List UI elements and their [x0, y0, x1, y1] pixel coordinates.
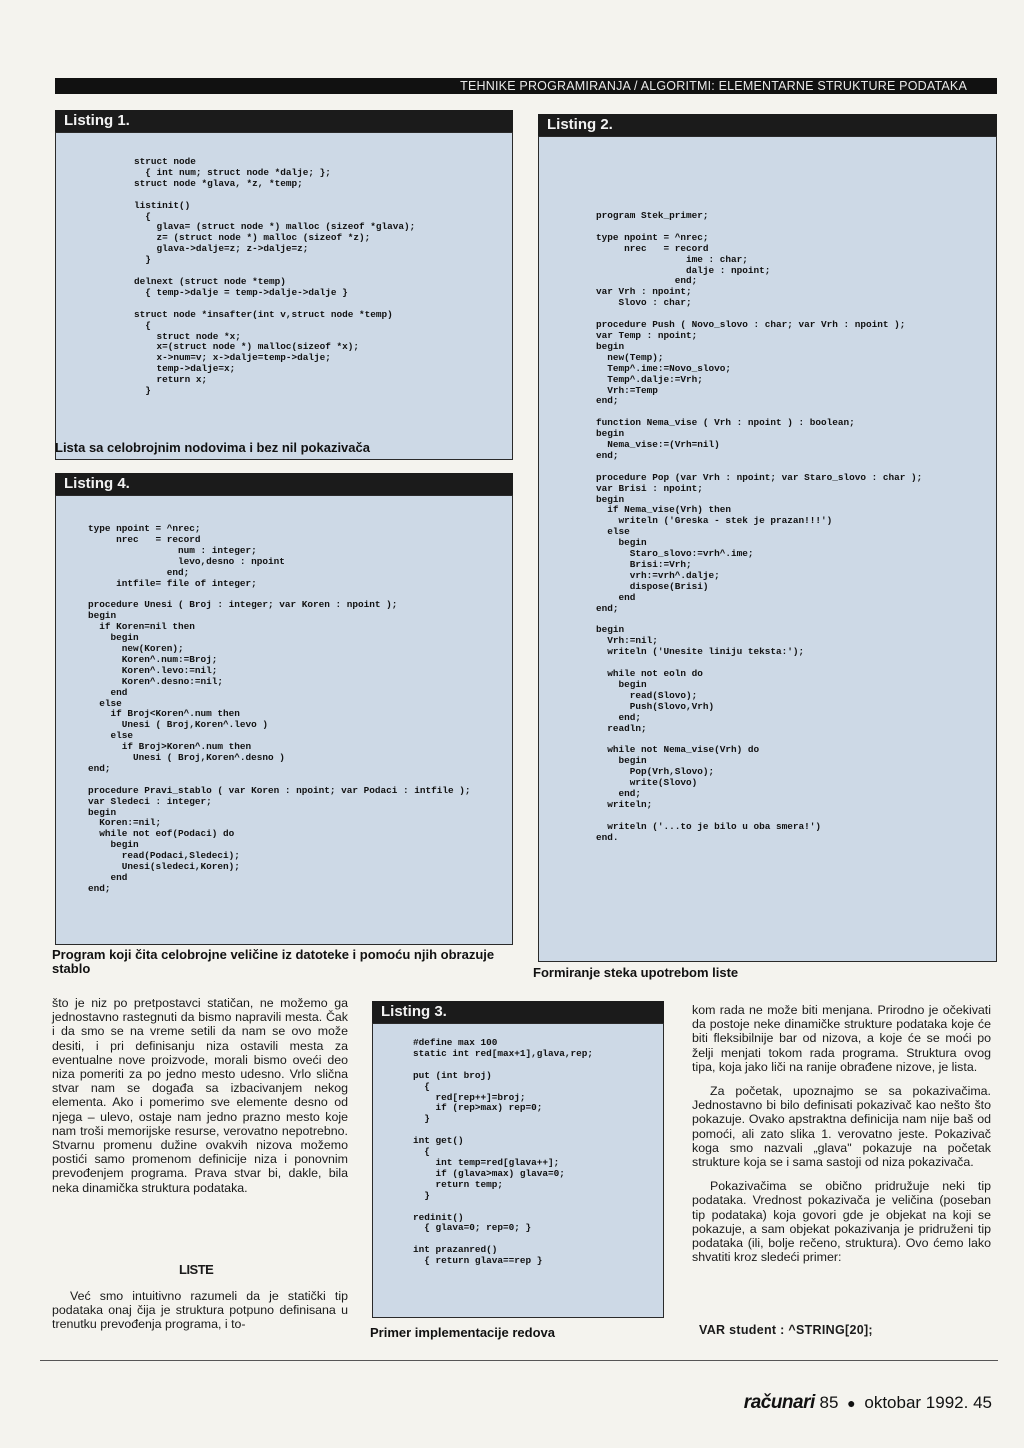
section-heading-liste: LISTE	[179, 1262, 214, 1277]
right-paragraph-1: kom rada ne može biti menjana. Prirodno je očekivati da postoje neke dinamičke strukture podataka koje će biti fleksibilnije bar od nizova, a koje će se moći po želji menjati tokom rada programa. Struktura ovog tipa, koja jako liči na ranije obrađene nizove, je lista.	[692, 1003, 991, 1074]
listing-2-caption: Formiranje steka upotrebom liste	[533, 965, 739, 980]
left-column-paragraph-1: što je niz po pretpostavci statičan, ne možemo ga jednostavno rastegnuti da bismo napravili mesta. Čak i da smo se na vreme setili da nam se ovo može desiti, i pri definisanju niza ostavili mesta za eventualne nove proizvode, morali bismo oveći deo niza pomeriti za po jedno mesto udesno. Vrlo slična stvar nam se događa sa izbacivanjem nekog elementa. Ako i pomerimo sve elemente desno od njega – ulevo, ostaje nam jedno prazno mesto koje nam troši memorijske resurse, verovatno nepotrebno. Stvarnu promenu dužine ovakvih nizova možemo postići samo promenom definicije niza i ponovnim prevođenjem programa. Prava stvar bi, dakle, bila neka dinamička struktura podataka.	[52, 996, 348, 1195]
code-example-line: VAR student : ^STRING[20];	[699, 1323, 873, 1337]
listing-1-code: struct node { int num; struct node *dalje; }; struct node *glava, *z, *temp; listinit() { glava= (struct node *) malloc (sizeof *glava); z= (struct node *) malloc (sizeof *z); glava->dalje=z; z->dalje=z; } delnext (struct node *temp) { temp->dalje = temp->dalje->dalje } struct node *insafter(int v,struct node *temp) { struct node *x; x=(struct node *) malloc(sizeof *x); x->num=v; x->dalje=temp->dalje; temp->dalje=x; return x; }	[134, 156, 416, 397]
listing-2-box	[538, 136, 997, 962]
right-paragraph-3: Pokazivačima se obično pridružuje neki tip podataka. Vrednost pokazivača je veličina (poseban tip podataka) koja govori gde je objekat na koji se pokazuje, a sam objekat pokazivanja je pridruženi tip podataka (ili, bolje rečeno, struktura). Ovo ćemo lako shvatiti kroz sledeći primer:	[692, 1179, 991, 1265]
page-footer	[744, 1392, 992, 1414]
listing-4-title: Listing 4.	[55, 473, 513, 495]
listing-1-title: Listing 1.	[55, 110, 513, 132]
listing-3-caption: Primer implementacije redova	[370, 1325, 555, 1340]
right-paragraph-2: Za početak, upoznajmo se sa pokazivačima. Jednostavno bi bilo definisati pokazivač kao nešto što pokazuje. Ovako apstraktna definicija nam nije baš od pomoći, ali zato slika 1. verovatno jeste. Pokazivač koga smo nazvali „glava" pokazuje na početak strukture koja se i sama sastoji od niza pokazivača.	[692, 1084, 991, 1170]
listing-4-code: type npoint = ^nrec; nrec = record num : integer; levo,desno : npoint end; intfile= file of integer; procedure Unesi ( Broj : integer; var Koren : npoint ); begin if Koren=nil then begin new(Koren); Koren^.num:=Broj; Koren^.levo:=nil; Koren^.desno:=nil; end else if Broj<Koren^.num then Unesi ( Broj,Koren^.levo ) else if Broj>Koren^.num then Unesi ( Broj,Koren^.desno ) end; procedure Pravi_stablo ( var Koren : npoint; var Podaci : intfile ); var Sledeci : integer; begin Koren:=nil; while not eof(Podaci) do begin read(Podaci,Sledeci); Unesi(sledeci,Koren); end end;	[88, 523, 471, 894]
listing-3-title: Listing 3.	[372, 1001, 664, 1023]
footer-divider	[40, 1360, 998, 1361]
listing-3-code: #define max 100 static int red[max+1],glava,rep; put (int broj) { red[rep++]=broj; if (rep>max) rep=0; } int get() { int temp=red[glava++]; if (glava>max) glava=0; return temp; } redinit() { glava=0; rep=0; } int prazanred() { return glava==rep }	[413, 1037, 594, 1267]
listing-2-code: program Stek_primer; type npoint = ^nrec; nrec = record ime : char; dalje : npoint; end; var Vrh : npoint; Slovo : char; procedure Push ( Novo_slovo : char; var Vrh : npoint ); var Temp : npoint; begin new(Temp); Temp^.ime:=Novo_slovo; Temp^.dalje:=Vrh; Vrh:=Temp end; function Nema_vise ( Vrh : npoint ) : boolean; begin Nema_vise:=(Vrh=nil) end; procedure Pop (var Vrh : npoint; var Staro_slovo : char ); var Brisi : npoint; begin if Nema_vise(Vrh) then writeln ('Greska - stek je prazan!!!') else begin Staro_slovo:=vrh^.ime; Brisi:=Vrh; vrh:=vrh^.dalje; dispose(Brisi) end end; begin Vrh:=nil; writeln ('Unesite liniju teksta:'); while not eoln do begin read(Slovo); Push(Slovo,Vrh) end; readln; while not Nema_vise(Vrh) do begin Pop(Vrh,Slovo); write(Slovo) end; writeln; writeln ('...to je bilo u oba smera!') end.	[596, 210, 923, 843]
bullet-separator: ●	[847, 1395, 856, 1411]
listing-2-title: Listing 2.	[538, 114, 997, 136]
magazine-logo: računari	[743, 1392, 815, 1413]
issue-number: 85	[819, 1393, 839, 1412]
issue-date: oktobar 1992.	[864, 1393, 969, 1412]
section-header: TEHNIKE PROGRAMIRANJA / ALGORITMI: ELEMENTARNE STRUKTURE PODATAKA	[55, 78, 997, 94]
listing-1-caption: Lista sa celobrojnim nodovima i bez nil pokazivača	[55, 440, 370, 455]
listing-4-box	[55, 495, 513, 945]
listing-3-box	[372, 1023, 664, 1318]
listing-4-caption: Program koji čita celobrojne veličine iz datoteke i pomoću njih obrazuje stablo	[52, 947, 495, 976]
listing-1-box	[55, 132, 513, 460]
left-column-paragraph-2: Već smo intuitivno razumeli da je statički tip podataka onaj čija je struktura potpuno definisana u trenutku prevođenja programa, i to-	[52, 1289, 348, 1332]
right-column-text	[692, 1003, 991, 1264]
page-number: 45	[973, 1393, 992, 1412]
